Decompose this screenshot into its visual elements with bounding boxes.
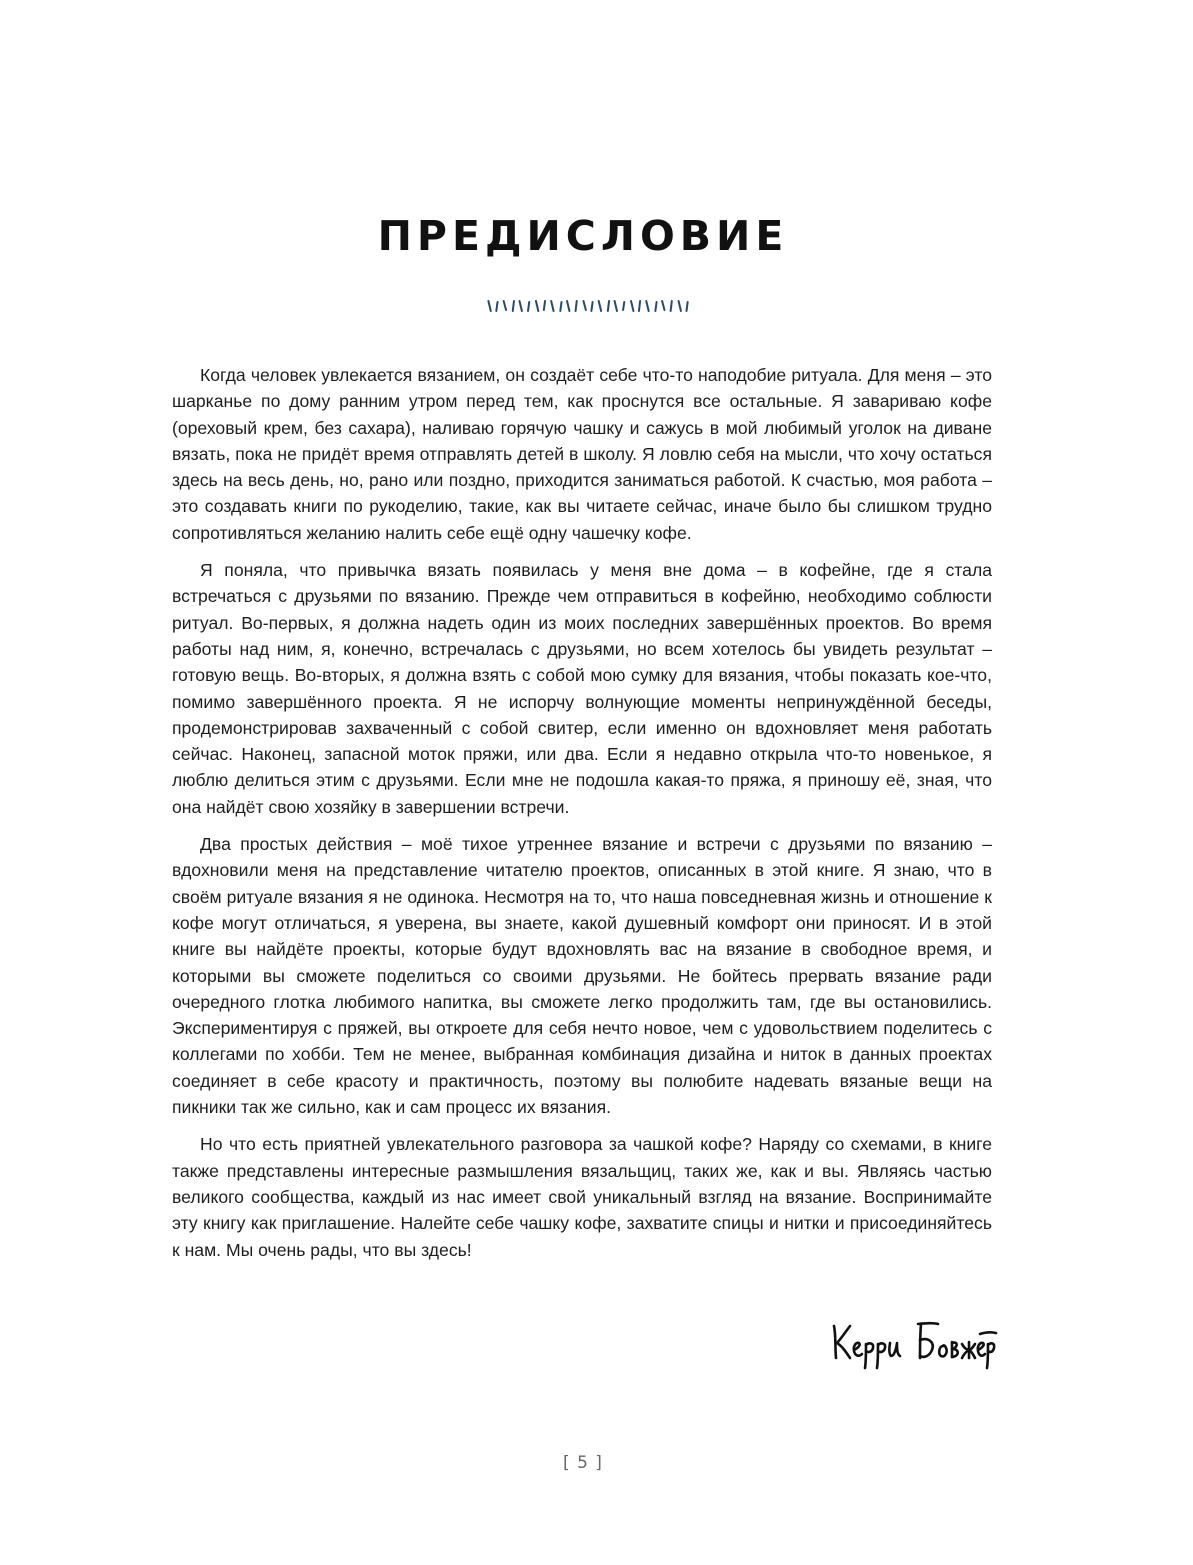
paragraph: Когда человек увлекается вязанием, он создаёт себе что-то наподобие ритуала. Для меня – это шарканье по дому ранним утром перед тем, как проснутся все остальные. Я завариваю кофе (ореховый крем, без сахара), наливаю горячую чашку и сажусь в мой любимый уголок на диване вязать, пока не придёт время отправлять детей в школу. Я ловлю себя на мысли, что хочу остаться здесь на весь день, но, рано или поздно, приходится заниматься работой. К счастью, моя работа – это создавать книги по рукоделию, такие, как вы читаете сейчас, иначе было бы слишком трудно сопротивляться желанию налить себе ещё одну чашечку кофе. xyxy=(172,365,992,543)
stitch-mark xyxy=(513,301,514,311)
paragraph: Два простых действия – моё тихое утреннее вязание и встречи с друзьями по вязанию – вдохновили меня на представление читателю проектов, описанных в этой книге. Я знаю, что в своём ритуале вязания я не одинока. Несмотря на то, что наша повседневная жизнь и отношение к кофе могут отличаться, я уверена, вы знаете, какой душевный комфорт они приносят. И в этой книге вы найдёте проекты, которые будут вдохновлять вас на вязание в свободное время, и которыми вы сможете поделиться со своими друзьями. Не бойтесь прервать вязание ради очередного глотка любимого напитка, вы сможете легко продолжить там, где вы остановились. Экспериментируя с пряжей, вы откроете для себя нечто новое, чем с удовольствием поделитесь с коллегами по хобби. Тем не менее, выбранная комбинация дизайна и ниток в данных проектах соединяет в себе красоту и практичность, поэтому вы полюбите надевать вязаные вещи на пикники так же сильно, как и сам процесс их вязания. xyxy=(172,834,992,1118)
stitch-mark xyxy=(639,301,640,311)
stitch-mark xyxy=(488,301,490,311)
stitch-mark xyxy=(560,302,561,311)
stitch-mark xyxy=(623,302,624,310)
stitch-mark xyxy=(608,301,609,311)
page-title: ПРЕДИСЛОВИЕ xyxy=(377,212,789,260)
stitch-mark xyxy=(686,302,687,311)
stitch-mark xyxy=(655,302,656,311)
paragraph: Но что есть приятней увлекательного разговора за чашкой кофе? Наряду со схемами, в книге также представлены интересные размышления вязальщиц, таких же, как и вы. Являясь частью великого сообщества, каждый из нас имеет свой уникальный взгляд на вязание. Воспринимайте эту книгу как приглашение. Налейте себе чашку кофе, захватите спицы и нитки и присоединяйтесь к нам. Мы очень рады, что вы здесь! xyxy=(172,1134,992,1260)
preface-body xyxy=(172,362,992,1274)
stitch-mark xyxy=(496,302,497,311)
stitch-mark xyxy=(679,301,681,311)
stitch-mark xyxy=(615,301,617,311)
stitch-ornament xyxy=(486,299,692,313)
author-signature xyxy=(828,1312,998,1372)
stitch-mark xyxy=(631,301,633,311)
stitch-mark xyxy=(599,301,601,311)
paragraph: Я поняла, что привычка вязать появилась у меня вне дома – в кофейне, где я стала встречаться с друзьями по вязанию. Прежде чем отправиться в кофейню, необходимо соблюсти ритуал. Во-первых, я должна надеть один из моих последних завершённых проектов. Во время работы над ним, я, конечно, встречалась с друзьями, но всем хотелось бы увидеть результат – готовую вещь. Во-вторых, я должна взять с собой мою сумку для вязания, чтобы показать кое-что, помимо завершённого проекта. Я не испорчу волнующие моменты непринуждённой беседы, продемонстрировав захваченный с собой свитер, если именно он вдохновляет меня работать сейчас. Наконец, запасной моток пряжи, или два. Если я недавно открыла что-то новенькое, я люблю делиться этим с друзьями. Если мне не подошла какая-то пряжа, я приношу её, зная, что она найдёт свою хозяйку в завершении встречи. xyxy=(172,560,992,817)
stitch-mark xyxy=(528,302,529,311)
stitch-mark xyxy=(591,302,592,311)
stitch-mark xyxy=(544,301,545,310)
stitch-mark xyxy=(567,301,569,311)
stitch-mark xyxy=(583,301,585,310)
stitch-mark xyxy=(646,301,648,311)
stitch-mark xyxy=(576,301,577,311)
stitch-mark xyxy=(551,301,553,311)
stitch-mark xyxy=(504,301,506,310)
stitch-mark xyxy=(671,301,672,311)
page-number: [ 5 ] xyxy=(563,1453,603,1473)
stitch-mark xyxy=(662,301,664,310)
stitch-mark xyxy=(536,301,538,311)
stitch-mark xyxy=(519,301,521,311)
